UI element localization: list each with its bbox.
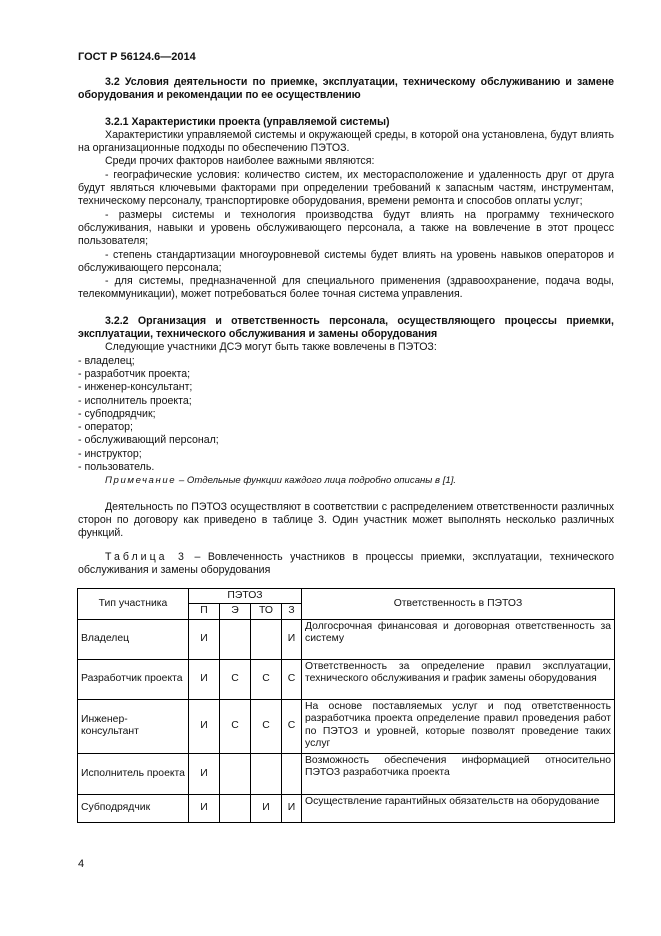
participant-type: Разработчик проекта: [78, 659, 189, 699]
header-z: З: [282, 604, 302, 619]
cell-to: И: [251, 794, 282, 822]
paragraph: Деятельность по ПЭТОЗ осуществляют в соответствии с распределением ответственности различных сторон по договору как приведено в таблице 3. Один участник может выполнять несколько различных функций.: [78, 500, 614, 540]
paragraph: Характеристики управляемой системы и окружающей среды, в которой она установлена, будут влиять на организационные подходы по обеспечению ПЭТОЗ.: [78, 128, 614, 155]
header-participant-type: Тип участника: [78, 589, 189, 620]
note: [78, 474, 614, 487]
table-row: [78, 794, 615, 822]
cell-z: С: [282, 699, 302, 753]
cell-e: С: [220, 699, 251, 753]
document-header: ГОСТ Р 56124.6—2014: [78, 51, 196, 63]
participant-type: Владелец: [78, 619, 189, 659]
table-caption-text: – Вовлеченность участников в процессы приемки, эксплуатации, технического обслуживания и замены оборудования: [78, 550, 615, 576]
table-row: [78, 699, 615, 753]
document-body: [78, 76, 614, 577]
list-item: - размеры системы и технология производства будут влиять на программу технического обслуживания, навыки и уровень обслуживающего персонала, а также на вовлечение в этот процесс пользователя;: [78, 208, 614, 248]
header-e: Э: [220, 604, 251, 619]
header-p: П: [189, 604, 220, 619]
cell-responsibility: Осуществление гарантийных обязательств на оборудование: [302, 794, 615, 822]
cell-to: С: [251, 699, 282, 753]
cell-p: И: [189, 699, 220, 753]
section-3-2-heading: 3.2 Условия деятельности по приемке, эксплуатации, техническому обслуживанию и замене оборудования и рекомендации по ее осуществлению: [78, 76, 614, 102]
participant-type: Исполнитель проекта: [78, 753, 189, 794]
cell-z: С: [282, 659, 302, 699]
cell-responsibility: На основе поставляемых услуг и под ответственность разработчика проекта определение правил проведения работ по ПЭТОЗ и уровней, которые позволят проведение таких услуг: [302, 699, 615, 753]
list-item: - инструктор;: [78, 447, 142, 460]
participant-type: Субподрядчик: [78, 794, 189, 822]
cell-p: И: [189, 619, 220, 659]
cell-responsibility: Возможность обеспечения информацией относительно ПЭТОЗ разработчика проекта: [302, 753, 615, 794]
table-caption: [78, 551, 614, 578]
participant-type: Инженер-консультант: [78, 699, 189, 753]
note-label: Примечание: [105, 475, 177, 487]
cell-to: С: [251, 659, 282, 699]
cell-e: С: [220, 659, 251, 699]
cell-z: И: [282, 794, 302, 822]
page-number: 4: [78, 858, 85, 870]
list-item: - субподрядчик;: [78, 407, 156, 420]
table-row: [78, 619, 615, 659]
table-3: [77, 588, 615, 823]
paragraph: Среди прочих факторов наиболее важными являются:: [105, 155, 375, 168]
list-item: - владелец;: [78, 354, 135, 367]
cell-to: [251, 619, 282, 659]
section-3-2-1-heading: 3.2.1 Характеристики проекта (управляемой системы): [105, 115, 390, 128]
section-3-2-2-heading: 3.2.2 Организация и ответственность персонала, осуществляющего процессы приемки, эксплуатации, технического обслуживания и замены оборудования: [78, 314, 614, 341]
cell-p: И: [189, 794, 220, 822]
cell-p: И: [189, 659, 220, 699]
list-item: - степень стандартизации многоуровневой системы будет влиять на уровень навыков операторов и обслуживающего персонала;: [78, 248, 614, 274]
cell-z: И: [282, 619, 302, 659]
header-to: ТО: [251, 604, 282, 619]
cell-z: [282, 753, 302, 794]
cell-p: И: [189, 753, 220, 794]
cell-to: [251, 753, 282, 794]
table-row: [78, 659, 615, 699]
table-caption-label: Таблица 3: [105, 550, 187, 563]
list-item: - разработчик проекта;: [78, 367, 191, 380]
cell-responsibility: Ответственность за определение правил эксплуатации, технического обслуживания и график замены оборудования: [302, 659, 615, 699]
list-item: - инженер-консультант;: [78, 381, 193, 394]
header-petoz: ПЭТОЗ: [189, 589, 302, 604]
table-row: [78, 753, 615, 794]
list-item: - обслуживающий персонал;: [78, 434, 219, 447]
header-responsibility: Ответственность в ПЭТОЗ: [302, 589, 615, 620]
list-item: - пользователь.: [78, 461, 155, 474]
paragraph: Следующие участники ДСЭ могут быть также вовлечены в ПЭТОЗ:: [105, 341, 437, 354]
note-text: – Отдельные функции каждого лица подробно описаны в [1].: [176, 475, 457, 487]
list-item: - исполнитель проекта;: [78, 394, 192, 407]
cell-e: [220, 794, 251, 822]
cell-e: [220, 619, 251, 659]
list-item: - оператор;: [78, 421, 134, 434]
list-item: - для системы, предназначенной для специального применения (здравоохранение, подача воды, телекоммуникации), может потребоваться более точная система управления.: [78, 275, 614, 301]
list-item: - географические условия: количество систем, их месторасположение и удаленность друг от друга будут являться ключевыми факторами при определении требований к запасным частям, инструментам, техническому персоналу, транспортировке оборудования, времени ремонта и способов оплаты услуг;: [78, 168, 614, 208]
cell-e: [220, 753, 251, 794]
cell-responsibility: Долгосрочная финансовая и договорная ответственность за систему: [302, 619, 615, 659]
